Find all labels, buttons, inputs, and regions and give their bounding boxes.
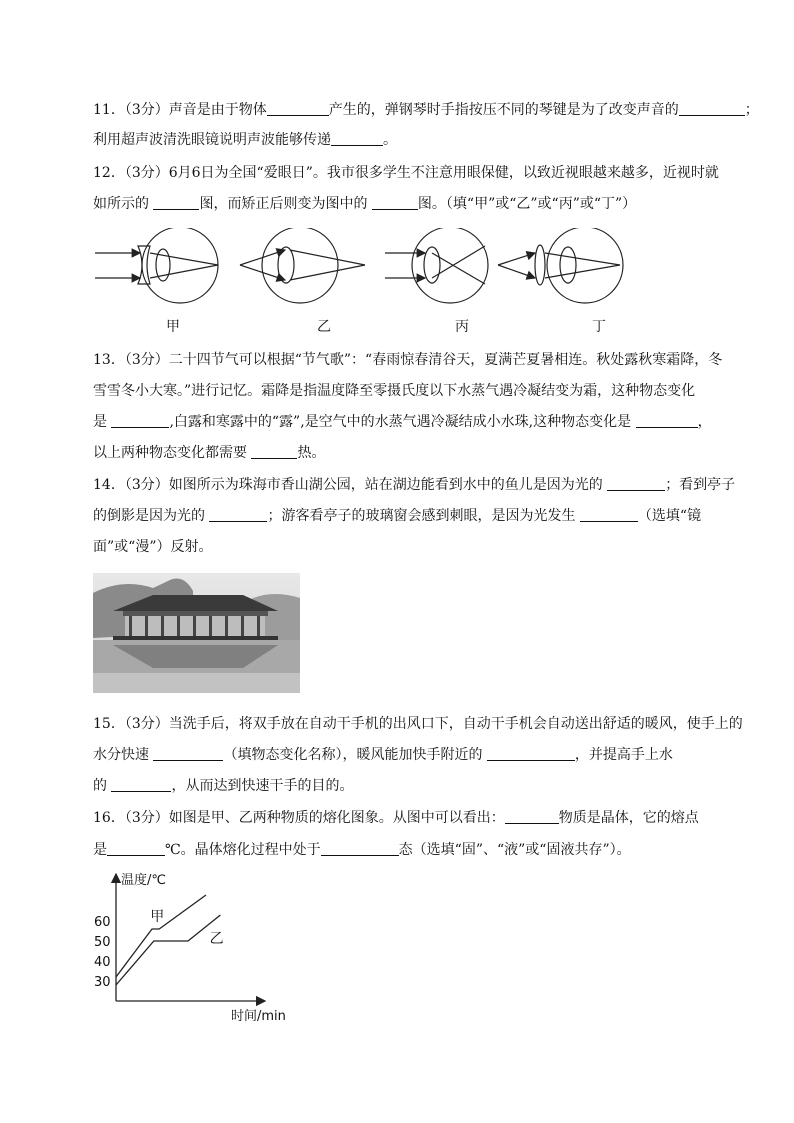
series-label-1: 乙 (209, 931, 224, 947)
q12-text-2c: 图。（填“甲”或“乙”或“丙”或“丁”） (417, 196, 637, 212)
q11-blank-3[interactable] (331, 131, 383, 146)
q15-text-3b: ，从而达到快速干手的目的。 (171, 778, 354, 794)
q14-text-2b: ；游客看亭子的玻璃窗会感到刺眼，是因为光发生 (267, 508, 576, 524)
q12-line1 (93, 163, 719, 183)
q15-text-2b: （填物态变化名称），暖风能加快手附近的 (223, 747, 483, 763)
q13-line1 (93, 350, 722, 370)
q13-text-3b: ,白露和寒露中的“露”,是空气中的水蒸气遇冷凝结成小水珠,这种物态变化是 (169, 414, 632, 430)
q12-text-2b: 图，而矫正后则变为图中的 (199, 196, 368, 212)
series-line-0 (116, 895, 206, 977)
q13-line3 (93, 412, 712, 432)
q12-text-2a: 如所示的 (93, 196, 149, 212)
q14-line2 (93, 506, 701, 526)
q13-blank-1[interactable] (111, 413, 169, 428)
q15-text-1: 15．（3分）当洗手后，将双手放在自动干手机的出风口下，自动干手机会自动送出舒适的暖风，使手上的 (93, 716, 743, 732)
q12-blank-1[interactable] (153, 195, 199, 210)
eye-label-jia: 甲 (166, 319, 180, 335)
q14-blank-2[interactable] (209, 507, 267, 522)
q15-text-3a: 的 (93, 778, 107, 794)
q11-line1 (93, 100, 759, 120)
eye-label-yi: 乙 (317, 319, 331, 335)
melting-chart (88, 868, 298, 1028)
y-axis-label: 温度/℃ (121, 873, 166, 888)
q15-line3 (93, 776, 353, 796)
q13-text-2: 雪雪冬小大寒。”进行记忆。霜降是指温度降至零摄氏度以下水蒸气遇冷凝结变为霜，这种物态变化 (93, 383, 696, 399)
q12-blank-2[interactable] (372, 195, 418, 210)
q14-blank-3[interactable] (580, 507, 638, 522)
q13-blank-3[interactable] (251, 444, 297, 459)
q14-text-1a: 14．（3分）如图所示为珠海市香山湖公园，站在湖边能看到水中的鱼儿是因为光的 (93, 477, 603, 493)
q11-text-2a: 利用超声波清洗眼镜说明声波能够传递 (93, 132, 331, 148)
q11-blank-2[interactable] (679, 101, 745, 116)
q13-text-3a: 是 (93, 414, 107, 430)
q16-blank-1[interactable] (505, 809, 559, 824)
y-tick-label: 30 (94, 975, 111, 990)
q16-text-2b: ℃。晶体熔化过程中处于 (165, 842, 321, 858)
q15-line2 (93, 745, 673, 765)
eye-diagram-jia (95, 228, 218, 303)
q11-text-1c: ； (744, 102, 759, 118)
q13-line2 (93, 381, 695, 401)
q15-blank-3[interactable] (111, 777, 171, 792)
eye-diagram-bing (385, 228, 488, 303)
q15-blank-1[interactable] (153, 746, 223, 761)
q12-line2 (93, 194, 636, 214)
q16-blank-3[interactable] (321, 841, 399, 856)
q15-text-2a: 水分快速 (93, 747, 149, 763)
y-tick-label: 50 (94, 935, 111, 950)
q11-text-1a: 11．（3分）声音是由于物体 (93, 102, 267, 118)
pavilion-photo (93, 573, 300, 693)
q13-text-3c: ， (697, 414, 712, 430)
y-tick-label: 40 (94, 955, 111, 970)
q14-line3 (93, 537, 212, 557)
q14-text-2c: （选填“镜 (637, 508, 702, 524)
x-axis-label: 时间/min (231, 1009, 286, 1024)
q13-blank-2[interactable] (636, 413, 698, 428)
eye-diagram-yi (240, 228, 365, 303)
eye-diagram-ding (498, 228, 623, 303)
q11-text-1b: 产生的，弹钢琴时手指按压不同的琴键是为了改变声音的 (328, 102, 679, 118)
eye-label-ding: 丁 (592, 319, 606, 335)
q16-text-1b: 物质是晶体，它的熔点 (558, 810, 699, 826)
q16-text-1a: 16．（3分）如图是甲、乙两种物质的熔化图象。从图中可以看出： (93, 810, 505, 826)
q14-text-2a: 的倒影是因为光的 (93, 508, 205, 524)
q16-text-2a: 是 (93, 842, 107, 858)
q15-blank-2[interactable] (487, 746, 575, 761)
q13-text-4a: 以上两种物态变化都需要 (93, 445, 247, 461)
q14-blank-1[interactable] (607, 476, 665, 491)
q16-text-2c: 态（选填“固”、“液”或“固液共存”）。 (398, 842, 631, 858)
eye-diagrams (0, 228, 794, 338)
series-label-0: 甲 (150, 909, 165, 925)
q16-line2 (93, 840, 631, 860)
q15-text-2c: ，并提高手上水 (574, 747, 673, 763)
q13-text-1: 13．（3分）二十四节气可以根据“节气歌”：“春雨惊春清谷天，夏满芒夏暑相连。秋处露秋寒霜降，冬 (93, 352, 723, 368)
series-line-1 (116, 915, 220, 985)
q15-line1 (93, 714, 743, 734)
q16-blank-2[interactable] (107, 841, 165, 856)
q14-line1 (93, 475, 735, 495)
q11-text-2b: 。 (383, 132, 397, 148)
q11-line2 (93, 130, 397, 150)
q11-blank-1[interactable] (267, 101, 329, 116)
q13-line4 (93, 443, 325, 463)
eye-label-bing: 丙 (455, 319, 469, 335)
q14-text-1b: ；看到亭子 (665, 477, 736, 493)
q13-text-4b: 热。 (297, 445, 326, 461)
q14-text-3: 面”或“漫”）反射。 (93, 539, 213, 555)
q16-line1 (93, 808, 699, 828)
q12-text-1: 12．（3分）6月6日为全国“爱眼日”。我市很多学生不注意用眼保健，以致近视眼越来越多，近视时就 (93, 165, 719, 181)
y-tick-label: 60 (94, 915, 111, 930)
